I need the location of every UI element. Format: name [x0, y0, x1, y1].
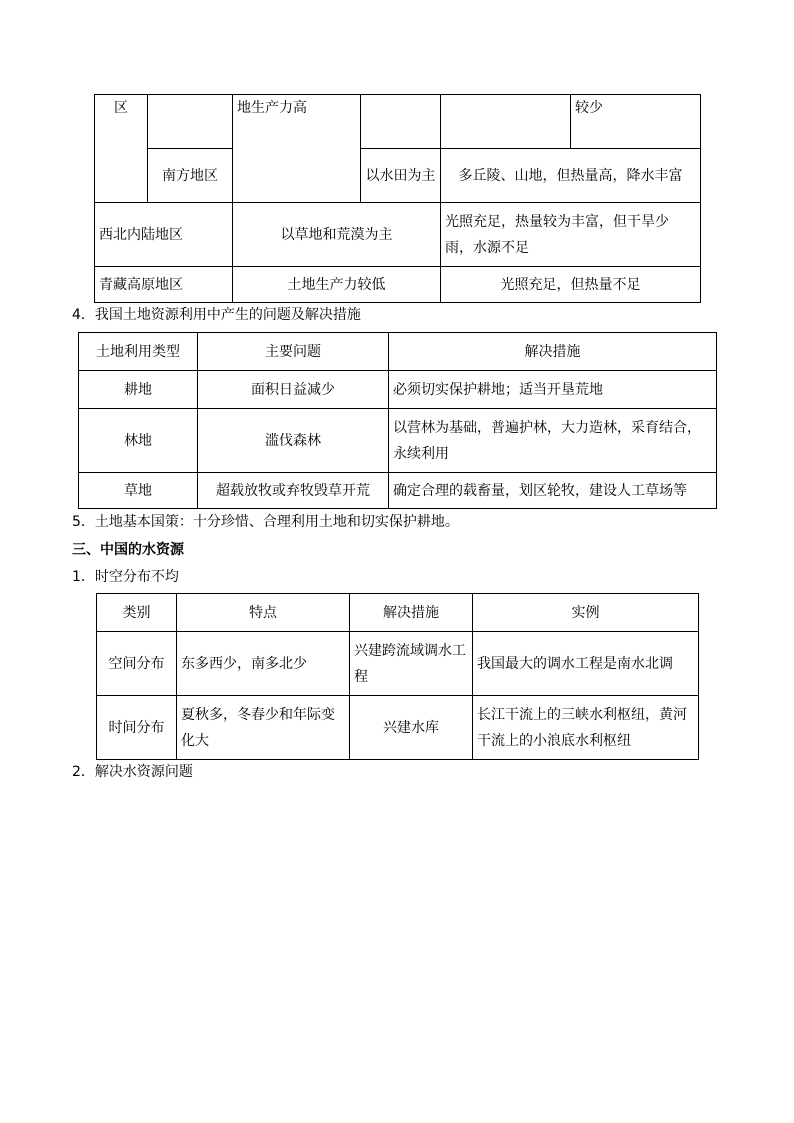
table-header: 土地利用类型	[79, 333, 198, 371]
table-cell: 以营林为基础，普遍护林，大力造林，采育结合，永续利用	[389, 409, 717, 473]
table-cell: 我国最大的调水工程是南水北调	[473, 632, 699, 696]
land-use-south: 以水田为主	[361, 149, 441, 203]
table-cell: 面积日益减少	[198, 371, 389, 409]
heading-s3-2: 2．解决水资源问题	[72, 764, 193, 780]
table-cell: 超载放牧或弃牧毁草开荒	[198, 473, 389, 509]
table-cell: 确定合理的载畜量，划区轮牧，建设人工草场等	[389, 473, 717, 509]
region-cell-tail: 区	[95, 95, 148, 203]
table-cell: 夏秋多，冬春少和年际变化大	[177, 696, 350, 760]
conditions-tibet: 光照充足，但热量不足	[441, 267, 701, 303]
table-header: 实例	[473, 594, 699, 632]
heading-s3-1: 1．时空分布不均	[72, 569, 179, 585]
table-cell: 兴建跨流域调水工程	[350, 632, 473, 696]
table-cell: 必须切实保护耕地；适当开垦荒地	[389, 371, 717, 409]
section-title-water: 三、中国的水资源	[72, 542, 184, 558]
empty-cell	[361, 95, 441, 149]
table-cell: 滥伐森林	[198, 409, 389, 473]
land-problem-table	[78, 332, 717, 509]
water-table	[96, 593, 699, 760]
table-cell: 兴建水库	[350, 696, 473, 760]
empty-cell	[441, 95, 571, 149]
conditions-south: 多丘陵、山地，但热量高，降水丰富	[441, 149, 701, 203]
region-northwest: 西北内陆地区	[95, 203, 233, 267]
region-south: 南方地区	[148, 149, 233, 203]
table-cell: 长江干流上的三峡水利枢纽，黄河干流上的小浪底水利枢纽	[473, 696, 699, 760]
heading-5: 5．土地基本国策：十分珍惜、合理利用土地和切实保护耕地。	[72, 514, 459, 530]
table-header: 解决措施	[389, 333, 717, 371]
table-cell: 草地	[79, 473, 198, 509]
land-use-tibet: 土地生产力较低	[233, 267, 441, 303]
table-header: 特点	[177, 594, 350, 632]
table-header: 主要问题	[198, 333, 389, 371]
empty-cell	[148, 95, 233, 149]
table-header: 解决措施	[350, 594, 473, 632]
table-cell: 东多西少，南多北少	[177, 632, 350, 696]
table-header: 类别	[97, 594, 177, 632]
table-cell: 林地	[79, 409, 198, 473]
land-region-table	[94, 94, 701, 303]
table-cell: 耕地	[79, 371, 198, 409]
conditions-northwest: 光照充足，热量较为丰富，但干旱少雨，水源不足	[441, 203, 701, 267]
table-cell: 空间分布	[97, 632, 177, 696]
productivity-cell: 地生产力高	[233, 95, 361, 203]
table-cell: 时间分布	[97, 696, 177, 760]
amount-cell: 较少	[571, 95, 701, 149]
land-use-northwest: 以草地和荒漠为主	[233, 203, 441, 267]
region-tibet: 青藏高原地区	[95, 267, 233, 303]
heading-4: 4．我国土地资源利用中产生的问题及解决措施	[72, 307, 361, 323]
